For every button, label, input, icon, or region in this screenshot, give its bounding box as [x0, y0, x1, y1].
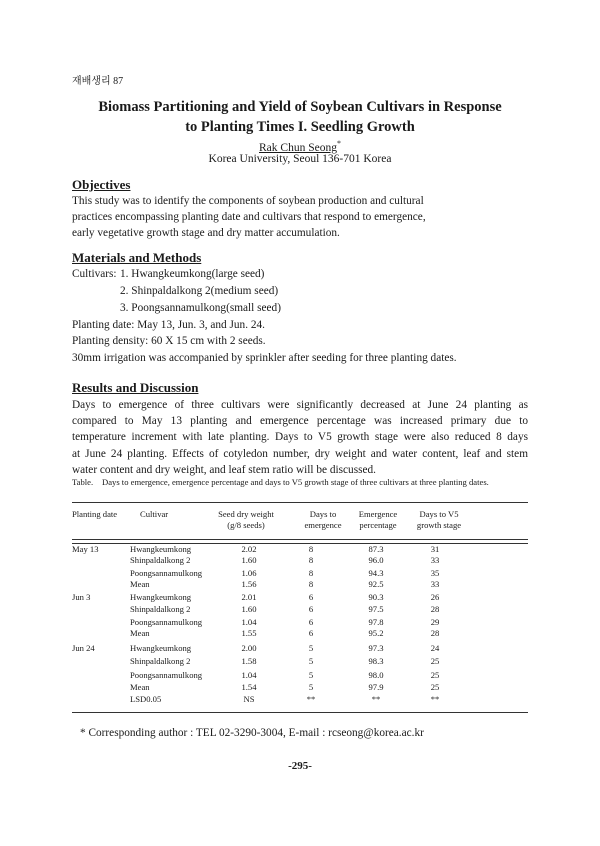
cell-seed-weight: 2.02 — [241, 544, 257, 554]
cell-days-emergence: 6 — [308, 628, 314, 638]
results-line: at June 24 planting. Effects of cotyledon number, dry weight and water content, leaf and stem — [72, 447, 528, 460]
cell-seed-weight: 1.56 — [241, 579, 257, 589]
table-caption-label: Table. — [72, 477, 94, 487]
cell-days-emergence: 5 — [308, 643, 314, 653]
th-planting-date: Planting date — [72, 509, 118, 519]
objectives-line: practices encompassing planting date and cultivars that respond to emergence, — [72, 211, 426, 223]
cell-emergence-pct: 97.8 — [368, 617, 384, 627]
cell-planting-date: May 13 — [72, 544, 99, 554]
cell-emergence-pct: 98.3 — [368, 656, 384, 666]
cultivar-item: 1. Hwangkeumkong(large seed) — [120, 268, 265, 280]
page-number: -295- — [288, 760, 312, 772]
cell-emergence-pct: 95.2 — [368, 628, 384, 638]
cell-cultivar: LSD0.05 — [130, 694, 162, 704]
cell-v5: 33 — [430, 555, 440, 565]
cell-emergence-pct: 98.0 — [368, 670, 384, 680]
cell-cultivar: Shinpaldalkong 2 — [130, 656, 191, 666]
cell-cultivar: Mean — [130, 579, 150, 589]
header-tag: 재배생리 87 — [72, 76, 124, 87]
cell-v5: ** — [430, 694, 440, 704]
cell-emergence-pct: 92.5 — [368, 579, 384, 589]
cell-cultivar: Hwangkeumkong — [130, 643, 192, 653]
th-seed-weight: Seed dry weight — [218, 509, 274, 519]
cultivar-item: 2. Shinpaldalkong 2(medium seed) — [120, 285, 279, 297]
th-v5: Days to V5 — [419, 509, 459, 519]
cell-emergence-pct: 94.3 — [368, 568, 384, 578]
cell-seed-weight: NS — [243, 694, 255, 704]
cell-cultivar: Mean — [130, 628, 150, 638]
cell-emergence-pct: 87.3 — [368, 544, 384, 554]
cell-v5: 28 — [430, 604, 440, 614]
results-paragraph — [72, 397, 528, 478]
methods-heading: Materials and Methods — [72, 250, 202, 265]
cell-cultivar: Poongsannamulkong — [130, 617, 203, 627]
cell-days-emergence: 8 — [308, 579, 314, 589]
results-line: compared to May 13 planting and emergence percentage was increased primary due to — [72, 415, 528, 428]
table-bottom-rule — [72, 712, 528, 713]
cell-v5: 24 — [430, 643, 440, 653]
cell-days-emergence: 5 — [308, 682, 314, 692]
author — [60, 139, 540, 154]
title-line-2: to Planting Times I. Seedling Growth — [185, 119, 415, 135]
cell-v5: 33 — [430, 579, 440, 589]
paper-title — [60, 97, 540, 137]
footnote: * Corresponding author : TEL 02-3290-3004, E-mail : rcseong@korea.ac.kr — [80, 727, 424, 739]
th-emergence-pct: percentage — [359, 520, 397, 530]
cell-seed-weight: 1.54 — [241, 682, 257, 692]
th-cultivar: Cultivar — [140, 509, 169, 519]
cell-cultivar: Hwangkeumkong — [130, 544, 192, 554]
results-heading: Results and Discussion — [72, 380, 199, 395]
cell-days-emergence: 8 — [308, 544, 314, 554]
cell-cultivar: Poongsannamulkong — [130, 670, 203, 680]
cell-cultivar: Poongsannamulkong — [130, 568, 203, 578]
cell-seed-weight: 1.06 — [241, 568, 257, 578]
table-top-rule — [72, 502, 528, 503]
th-seed-weight-unit: (g/8 seeds) — [227, 520, 265, 530]
th-days-to: Days to — [309, 509, 337, 519]
affiliation: Korea University, Seoul 136-701 Korea — [208, 153, 392, 165]
cell-days-emergence: 8 — [308, 555, 314, 565]
cell-seed-weight: 2.00 — [241, 643, 257, 653]
cell-seed-weight: 1.58 — [241, 656, 257, 666]
cell-days-emergence: 6 — [308, 604, 314, 614]
cell-v5: 35 — [430, 568, 440, 578]
author-mark: * — [336, 139, 341, 148]
cell-days-emergence: 5 — [308, 670, 314, 680]
cell-cultivar: Shinpaldalkong 2 — [130, 555, 191, 565]
results-line: temperature increment with late planting. Days to V5 growth stage were also reduced 8 days — [72, 431, 528, 444]
objectives-line: This study was to identify the components of soybean production and cultural — [72, 195, 424, 207]
results-line: water content and dry weight, and leaf stem ratio will be discussed. — [72, 463, 376, 476]
planting-date: Planting date: May 13, Jun. 3, and Jun. 24. — [72, 319, 265, 331]
th-days-to-emergence: emergence — [304, 520, 342, 530]
cell-emergence-pct: 97.5 — [368, 604, 384, 614]
cell-days-emergence: 5 — [308, 656, 314, 666]
cell-v5: 28 — [430, 628, 440, 638]
cell-v5: 25 — [430, 656, 440, 666]
cell-planting-date: Jun 24 — [72, 643, 95, 653]
table-header-rule — [72, 539, 528, 540]
table-caption-text: Days to emergence, emergence percentage and days to V5 growth stage of three cultivars at three planting dates. — [102, 477, 489, 487]
th-v5-stage: growth stage — [416, 520, 462, 530]
title-line-1: Biomass Partitioning and Yield of Soybean Cultivars in Response — [98, 99, 502, 115]
cell-planting-date: Jun 3 — [72, 592, 91, 602]
cell-v5: 25 — [430, 682, 440, 692]
cell-cultivar: Shinpaldalkong 2 — [130, 604, 191, 614]
cell-v5: 25 — [430, 670, 440, 680]
cell-emergence-pct: 97.9 — [368, 682, 384, 692]
author-name: Rak Chun Seong — [259, 141, 337, 154]
objectives-heading: Objectives — [72, 177, 131, 192]
cell-cultivar: Hwangkeumkong — [130, 592, 192, 602]
cultivars-label: Cultivars: — [72, 268, 117, 280]
cell-emergence-pct: 90.3 — [368, 592, 384, 602]
cell-v5: 31 — [430, 544, 440, 554]
th-emergence: Emergence — [358, 509, 398, 519]
cell-days-emergence: 6 — [308, 592, 314, 602]
cell-seed-weight: 1.04 — [241, 617, 257, 627]
planting-density: Planting density: 60 X 15 cm with 2 seeds. — [72, 335, 266, 347]
cell-seed-weight: 1.55 — [241, 628, 257, 638]
results-line: Days to emergence of three cultivars were significantly decreased at June 24 planting as — [72, 399, 528, 411]
cell-cultivar: Mean — [130, 682, 150, 692]
cell-emergence-pct: 96.0 — [368, 555, 384, 565]
objectives-line: early vegetative growth stage and dry matter accumulation. — [72, 227, 340, 239]
cell-v5: 29 — [430, 617, 440, 627]
cell-seed-weight: 1.60 — [241, 604, 257, 614]
cultivar-item: 3. Poongsannamulkong(small seed) — [120, 302, 281, 314]
cell-seed-weight: 1.04 — [241, 670, 257, 680]
cell-seed-weight: 1.60 — [241, 555, 257, 565]
cell-seed-weight: 2.01 — [241, 592, 257, 602]
cell-emergence-pct: ** — [371, 694, 381, 704]
cell-days-emergence: 8 — [308, 568, 314, 578]
irrigation-note: 30mm irrigation was accompanied by sprinkler after seeding for three planting dates. — [72, 352, 457, 364]
cell-days-emergence: ** — [306, 694, 316, 704]
cell-days-emergence: 6 — [308, 617, 314, 627]
cell-emergence-pct: 97.3 — [368, 643, 384, 653]
cell-v5: 26 — [430, 592, 440, 602]
